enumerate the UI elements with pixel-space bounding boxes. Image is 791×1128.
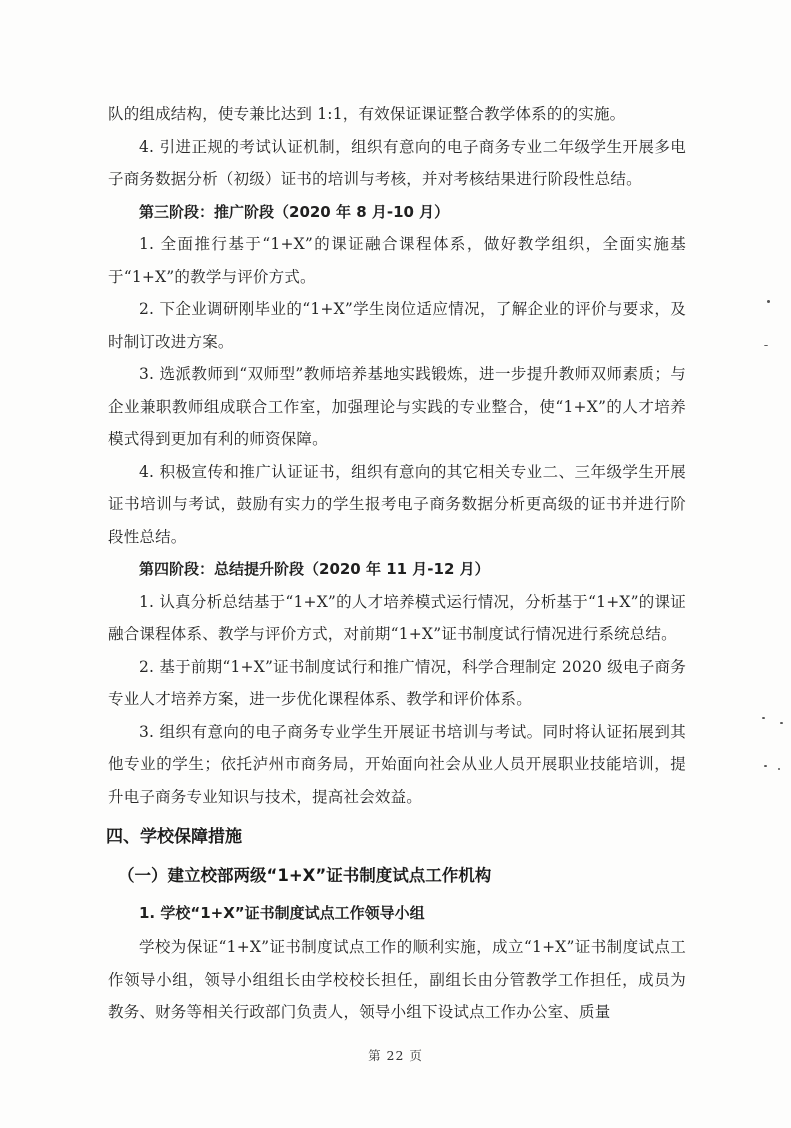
paragraph-team-structure: 队的组成结构，使专兼比达到 1:1，有效保证课证整合教学体系的的实施。: [108, 105, 626, 123]
paragraph-stage3-item3: 3. 选派教师到“双师型”教师培养基地实践锻炼，进一步提升教师双师素质；与企业兼职教师组成联合工作室，加强理论与实践的专业整合，使“1+X”的人才培养模式得到更加有利的师资保障。: [108, 365, 686, 448]
subsection-one-heading: （一）建立校部两级“1+X”证书制度试点工作机构: [118, 866, 492, 885]
paragraph-leadership-group: 学校为保证“1+X”证书制度试点工作的顺利实施，成立“1+X”证书制度试点工作领导小组，领导小组组长由学校校长担任，副组长由分管教学工作担任，成员为教务、财务等相关行政部门负责人，领导小组下设试点工作办公室、质量: [108, 938, 686, 1021]
paragraph-stage4-item2: 2. 基于前期“1+X”证书制度试行和推广情况，科学合理制定 2020 级电子商务专业人才培养方案，进一步优化课程体系、教学和评价体系。: [108, 657, 686, 708]
scan-speck: [767, 300, 770, 303]
scan-speck: [780, 722, 783, 724]
page-number: 第 22 页: [368, 1048, 423, 1063]
paragraph-stage3-item4: 4. 积极宣传和推广认证证书，组织有意向的其它相关专业二、三年级学生开展证书培训与考试，鼓励有实力的学生报考电子商务数据分析更高级的证书并进行阶段性总结。: [108, 462, 686, 546]
scan-speck: [764, 345, 768, 346]
scan-speck: [778, 768, 780, 770]
section-four-heading: 四、学校保障措施: [106, 827, 242, 847]
scan-speck: [762, 717, 765, 719]
paragraph-stage4-item3: 3. 组织有意向的电子商务专业学生开展证书培训与考试。同时将认证拓展到其他专业的学生；依托泸州市商务局，开始面向社会从业人员开展职业技能培训，提升电子商务专业知识与技术，提高社会效益。: [108, 722, 686, 806]
stage-three-heading: 第三阶段：推广阶段（2020 年 8 月-10 月）: [139, 202, 450, 221]
stage-four-heading: 第四阶段：总结提升阶段（2020 年 11 月-12 月）: [139, 560, 490, 578]
paragraph-stage3-item1: 1. 全面推行基于“1+X”的课证融合课程体系，做好教学组织，全面实施基于“1+X”的教学与评价方式。: [108, 235, 686, 286]
scan-speck: [764, 765, 767, 767]
paragraph-exam-mechanism: 4. 引进正规的考试认证机制，组织有意向的电子商务专业二年级学生开展多电子商务数据分析（初级）证书的培训与考核，并对考核结果进行阶段性总结。: [108, 137, 686, 188]
paragraph-stage3-item2: 2. 下企业调研刚毕业的“1+X”学生岗位适应情况，了解企业的评价与要求，及时制订改进方案。: [108, 300, 686, 351]
subsection-one-item-heading: 1. 学校“1+X”证书制度试点工作领导小组: [139, 904, 425, 922]
paragraph-stage4-item1: 1. 认真分析总结基于“1+X”的人才培养模式运行情况，分析基于“1+X”的课证融合课程体系、教学与评价方式，对前期“1+X”证书制度试行情况进行系统总结。: [108, 592, 686, 643]
page-body: [108, 98, 686, 1029]
